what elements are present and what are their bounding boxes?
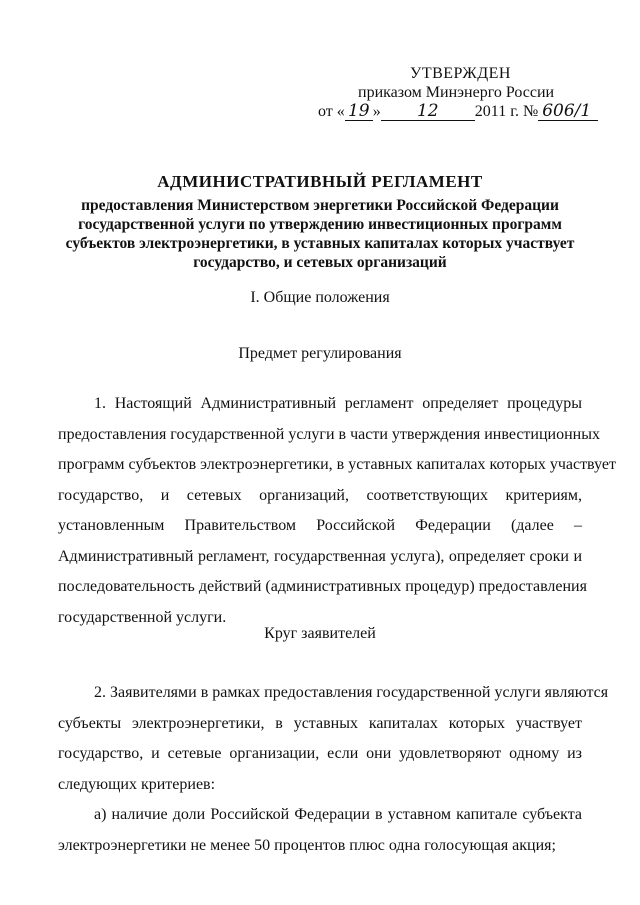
paragraph-line: 2. Заявителями в рамках предоставления государственной услуги являются (94, 684, 609, 701)
paragraph-3 (58, 800, 582, 861)
document-subtitle (0, 196, 640, 272)
approval-month: 12 (381, 103, 475, 121)
paragraph-line: а) наличие доли Российской Федерации в уставном капитале субъекта (94, 806, 582, 823)
paragraph-line: установленным Правительством Российской Федерации (далее – (58, 517, 582, 534)
paragraph-line: следующих критериев: (58, 775, 216, 793)
paragraph-line: электроэнергетики не менее 50 процентов плюс одна голосующая акция; (58, 836, 556, 854)
paragraph-line: государство, и сетевых организаций, соответствующих критериям, (58, 486, 582, 504)
paragraph-line: Административный регламент, государственная услуга), определяет сроки и (58, 547, 582, 565)
subsection-heading: Предмет регулирования (238, 345, 402, 362)
paragraph-line: государство, и сетевые организации, если они удовлетворяют одному из (58, 745, 582, 762)
section-heading: I. Общие положения (250, 289, 390, 306)
paragraph-1 (58, 389, 616, 633)
paragraph-line: последовательность действий (административных процедур) предоставления (58, 578, 587, 595)
approval-day: 19 (345, 103, 373, 121)
subtitle-line: государство, и сетевых организаций (193, 254, 447, 271)
paragraph-line: предоставления государственной услуги в части утверждения инвестиционных (58, 425, 600, 443)
paragraph-line: субъекты электроэнергетики, в уставных капиталах которых участвует (58, 714, 582, 732)
document-title: АДМИНИСТРАТИВНЫЙ РЕГЛАМЕНТ (157, 172, 483, 191)
paragraph-2 (58, 678, 609, 800)
approval-number: 606/1 (538, 103, 598, 121)
subtitle-line: государственной услуги по утверждению инвестиционных программ (78, 216, 562, 233)
subtitle-line: предоставления Министерством энергетики Российской Федерации (81, 197, 559, 214)
subtitle-line: субъектов электроэнергетики, в уставных капиталах которых участвует (65, 235, 575, 252)
approval-title: УТВЕРЖДЕН (410, 65, 511, 82)
approval-date-line (318, 102, 598, 121)
paragraph-line: 1. Настоящий Административный регламент определяет процедуры (94, 395, 582, 412)
subsection-heading-applicants: Круг заявителей (264, 625, 376, 642)
date-mid: » (372, 103, 381, 120)
paragraph-line: программ субъектов электроэнергетики, в уставных капиталах которых участвует (58, 456, 616, 473)
paragraph-line: государственной услуги. (58, 608, 227, 626)
approval-year: 2011 г. № (474, 103, 539, 120)
date-prefix: от « (318, 103, 345, 120)
approval-order: приказом Минэнерго России (358, 84, 555, 101)
